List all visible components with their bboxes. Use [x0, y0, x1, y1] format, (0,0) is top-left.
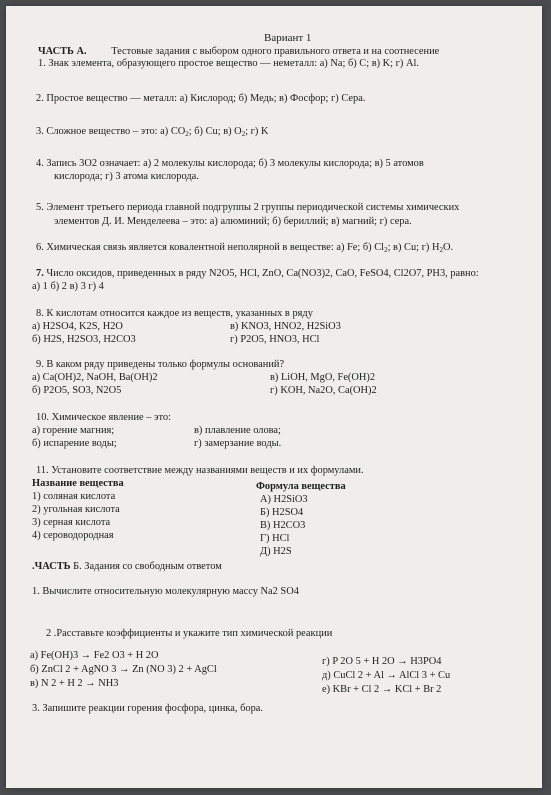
name-2: 2) угольная кислота	[32, 504, 120, 515]
question-11: 11. Установите соответствие между названиями веществ и их формулами.	[36, 465, 364, 476]
reaction-d: д) CuCl 2 + Al → AlCl 3 + Cu	[322, 670, 451, 681]
part-a-header	[38, 46, 439, 58]
formula-g: Г) HCl	[260, 533, 290, 544]
formula-d: Д) H2S	[260, 546, 292, 557]
task-b1: 1. Вычислите относительную молекулярную массу Na2 SO4	[32, 586, 299, 597]
question-4-line-1: 4. Запись 3O2 означает: а) 2 молекулы кислорода; б) 3 молекулы кислорода; в) 5 атомов	[36, 158, 424, 169]
question-9-option-g: г) KOH, Na2O, Ca(OH)2	[270, 385, 377, 396]
formula-b: Б) H2SO4	[260, 507, 304, 518]
question-8-option-v: в) KNO3, HNO2, H2SiO3	[230, 321, 341, 332]
name-1: 1) соляная кислота	[32, 491, 116, 502]
question-3: 3. Сложное вещество – это: а) $CO_2$; б) Cu; в) $O_2$; г) K	[36, 126, 269, 138]
question-8: 8. К кислотам относится каждое из веществ, указанных в ряду	[36, 308, 313, 319]
question-6: 6. Химическая связь является ковалентной неполярной в веществе: а) Fe; б) $Cl_2$; в) Cu; г) $H_2O$.	[36, 242, 454, 254]
formula-v: В) H2CO3	[260, 520, 306, 531]
names-header: Название вещества	[32, 478, 124, 489]
question-10-option-v: в) плавление олова;	[194, 425, 281, 436]
question-2: 2. Простое вещество — металл: а) Кислород; б) Медь; в) Фосфор; г) Сера.	[36, 93, 366, 104]
question-8-option-b: б) H2S, H2SO3, H2CO3	[32, 334, 136, 345]
question-9-option-b: б) P2O5, SO3, N2O5	[32, 385, 122, 396]
question-9-option-v: в) LiOH, MgO, Fe(OH)2	[270, 372, 376, 383]
question-5-line-2: элементов Д. И. Менделеева – это: а) алюминий; б) бериллий; в) магний; г) сера.	[54, 216, 412, 227]
reaction-e: е) KBr + Cl 2 → KCl + Br 2	[322, 684, 442, 695]
question-1: 1. Знак элемента, образующего простое вещество — неметалл: а) Na; б) C; в) K; г) Al.	[38, 58, 419, 69]
question-7: 7. Число оксидов, приведенных в ряду N2O5, HCl, ZnO, Ca(NO3)2, CaO, FeSO4, Cl2O7, PH3, равно:	[36, 268, 479, 279]
task-b2: 2 .Расставьте коэффициенты и укажите тип химической реакции	[46, 628, 333, 639]
reaction-b: б) ZnCl 2 + AgNO 3 → Zn (NO 3) 2 + AgCl	[30, 664, 217, 675]
question-8-option-g: г) P2O5, HNO3, HCl	[230, 334, 320, 345]
question-10-option-b: б) испарение воды;	[32, 438, 117, 449]
part-a-label: ЧАСТЬ А.	[38, 46, 87, 57]
question-4-line-2: кислорода; г) 3 атома кислорода.	[54, 171, 199, 182]
question-10-option-a: а) горение магния;	[32, 425, 115, 436]
question-10-option-g: г) замерзание воды.	[194, 438, 282, 449]
worksheet-page	[6, 6, 542, 788]
question-5-line-1: 5. Элемент третьего периода главной подгруппы 2 группы периодической системы химических	[36, 202, 460, 213]
task-b3: 3. Запишите реакции горения фосфора, цинка, бора.	[32, 703, 264, 714]
formula-a: А) H2SiO3	[260, 494, 308, 505]
part-b-title: Б. Задания со свободным ответом	[73, 561, 222, 572]
reaction-a: а) Fe(OH)3 → Fe2 O3 + H 2O	[30, 650, 159, 661]
question-7-answers: а) 1 б) 2 в) 3 г) 4	[32, 281, 104, 292]
question-9-option-a: а) Ca(OH)2, NaOH, Ba(OH)2	[32, 372, 158, 383]
part-b-label: .ЧАСТЬ	[32, 561, 71, 572]
variant-title: Вариант 1	[264, 32, 312, 44]
question-10: 10. Химическое явление – это:	[36, 412, 171, 423]
reaction-v: в) N 2 + H 2 → NH3	[30, 678, 119, 689]
name-3: 3) серная кислота	[32, 517, 111, 528]
formulas-header: Формула вещества	[256, 481, 346, 492]
reaction-g: г) P 2O 5 + H 2O → H3PO4	[322, 656, 442, 667]
part-b-header	[32, 561, 222, 573]
part-a-title: Тестовые задания с выбором одного правильного ответа и на соотнесение	[111, 46, 440, 57]
name-4: 4) сероводородная	[32, 530, 114, 541]
question-8-option-a: а) H2SO4, K2S, H2O	[32, 321, 123, 332]
question-9: 9. В каком ряду приведены только формулы оснований?	[36, 359, 285, 370]
